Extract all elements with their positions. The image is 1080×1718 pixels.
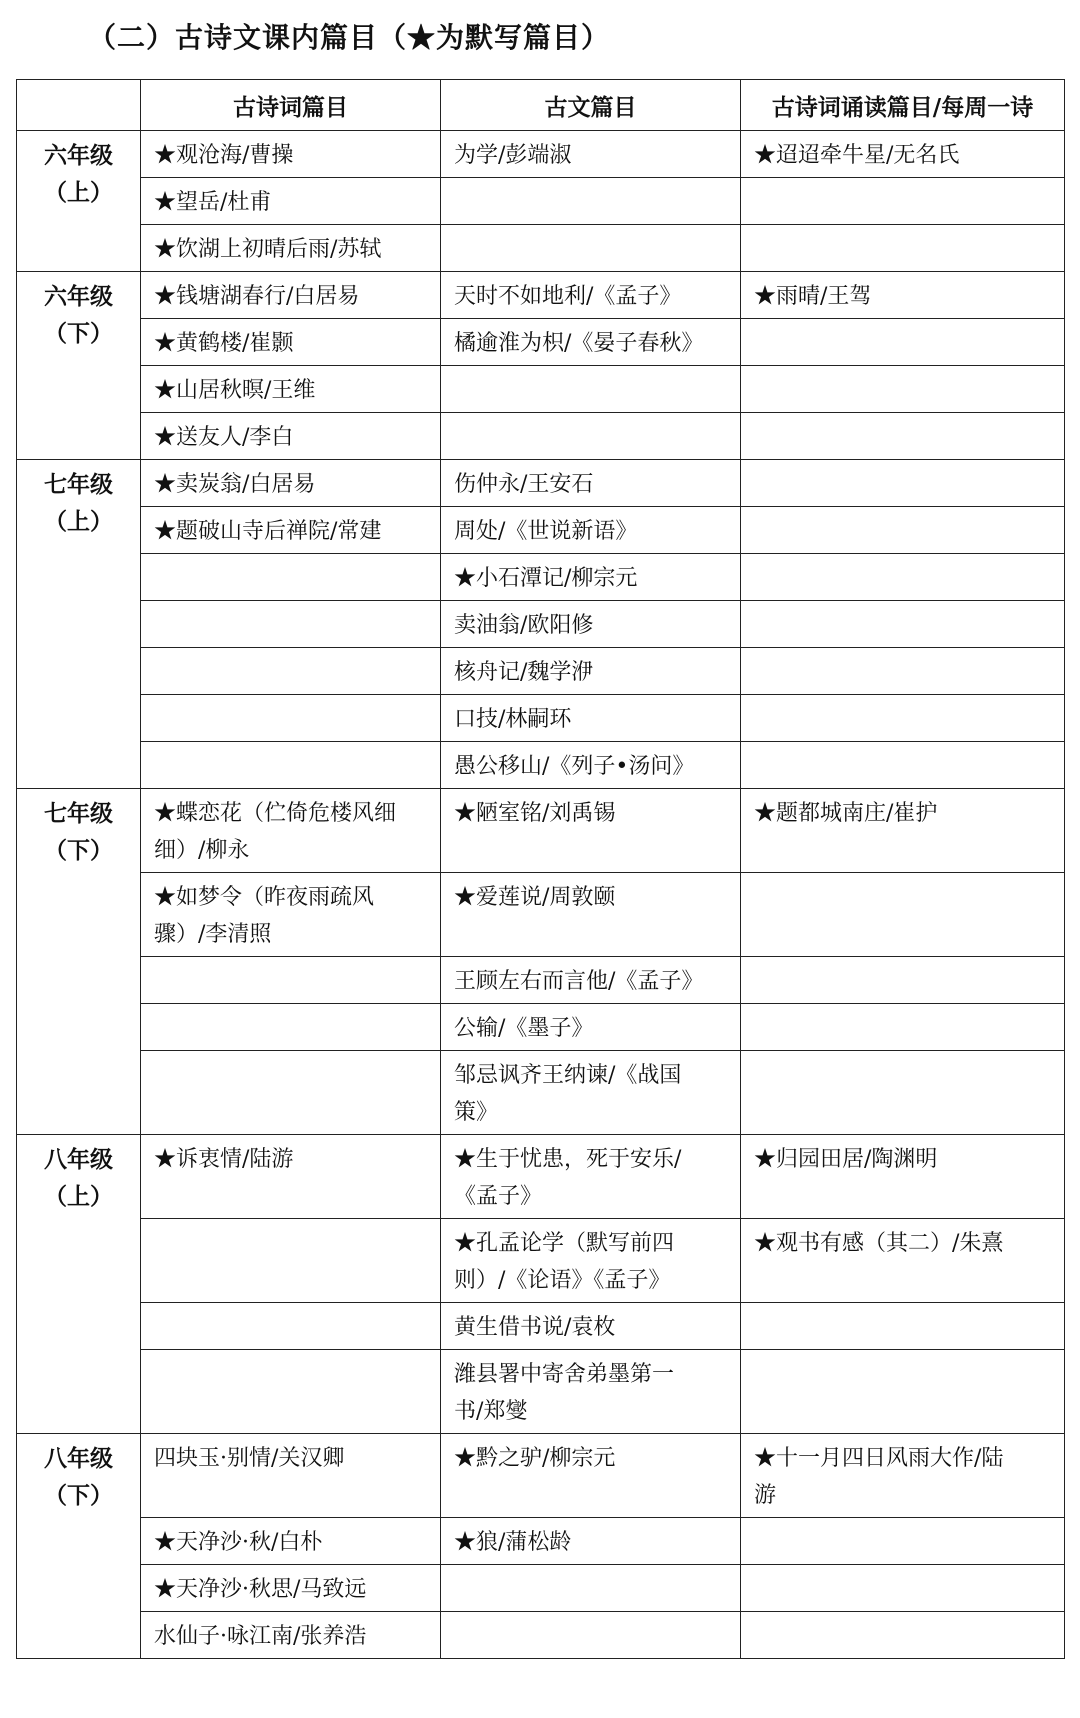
recitation-cell (741, 460, 1065, 507)
table-row (17, 1565, 1065, 1612)
recitation-cell (741, 1565, 1065, 1612)
prose-cell: ★孔孟论学（默写前四 则）/《论语》《孟子》 (441, 1219, 741, 1303)
prose-cell: 为学/彭端淑 (441, 131, 741, 178)
table-row (17, 957, 1065, 1004)
table-row (17, 1051, 1065, 1135)
table-row (17, 131, 1065, 178)
table-row (17, 1004, 1065, 1051)
table-row (17, 648, 1065, 695)
poetry-cell: ★饮湖上初晴后雨/苏轼 (141, 225, 441, 272)
grade-term: （下） (44, 1482, 113, 1509)
table-row (17, 1135, 1065, 1219)
prose-cell: 愚公移山/《列子•汤问》 (441, 742, 741, 789)
recitation-cell (741, 601, 1065, 648)
poetry-cell (141, 742, 441, 789)
poetry-cell: ★如梦令（昨夜雨疏风 骤）/李清照 (141, 873, 441, 957)
prose-cell: 黄生借书说/袁枚 (441, 1303, 741, 1350)
table-row (17, 1434, 1065, 1518)
grade-term: （上） (44, 1183, 113, 1210)
table-row (17, 272, 1065, 319)
poetry-cell: ★卖炭翁/白居易 (141, 460, 441, 507)
poetry-cell: ★蝶恋花（伫倚危楼风细 细）/柳永 (141, 789, 441, 873)
recitation-cell (741, 1303, 1065, 1350)
table-row (17, 873, 1065, 957)
curriculum-table (16, 79, 1065, 1659)
grade-label: 八年级 (44, 1445, 113, 1472)
recitation-cell: ★十一月四日风雨大作/陆 游 (741, 1434, 1065, 1518)
poetry-cell (141, 601, 441, 648)
poetry-cell (141, 648, 441, 695)
recitation-cell: ★雨晴/王驾 (741, 272, 1065, 319)
prose-cell: 天时不如地利/《孟子》 (441, 272, 741, 319)
grade-label: 七年级 (44, 800, 113, 827)
header-grade (17, 80, 141, 131)
poetry-cell (141, 1350, 441, 1434)
table-row (17, 178, 1065, 225)
poetry-cell: ★天净沙·秋/白朴 (141, 1518, 441, 1565)
grade-cell (17, 1135, 141, 1434)
prose-cell (441, 1565, 741, 1612)
recitation-cell: ★题都城南庄/崔护 (741, 789, 1065, 873)
prose-cell: 周处/《世说新语》 (441, 507, 741, 554)
table-row (17, 789, 1065, 873)
prose-cell (441, 178, 741, 225)
recitation-cell (741, 1051, 1065, 1135)
recitation-cell: ★迢迢牵牛星/无名氏 (741, 131, 1065, 178)
grade-label: 六年级 (44, 142, 113, 169)
prose-cell (441, 366, 741, 413)
prose-cell: ★狼/蒲松龄 (441, 1518, 741, 1565)
prose-cell: 核舟记/魏学洢 (441, 648, 741, 695)
prose-cell: 公输/《墨子》 (441, 1004, 741, 1051)
recitation-cell (741, 319, 1065, 366)
recitation-cell (741, 957, 1065, 1004)
table-row (17, 507, 1065, 554)
poetry-cell (141, 957, 441, 1004)
prose-cell: 橘逾淮为枳/《晏子春秋》 (441, 319, 741, 366)
prose-cell (441, 413, 741, 460)
poetry-cell: ★钱塘湖春行/白居易 (141, 272, 441, 319)
recitation-cell (741, 742, 1065, 789)
prose-cell (441, 1612, 741, 1659)
table-row (17, 601, 1065, 648)
prose-cell: 卖油翁/欧阳修 (441, 601, 741, 648)
prose-cell: 口技/林嗣环 (441, 695, 741, 742)
recitation-cell (741, 178, 1065, 225)
recitation-cell (741, 225, 1065, 272)
recitation-cell (741, 648, 1065, 695)
prose-cell: 伤仲永/王安石 (441, 460, 741, 507)
grade-term: （下） (44, 837, 113, 864)
grade-label: 八年级 (44, 1146, 113, 1173)
poetry-cell: ★望岳/杜甫 (141, 178, 441, 225)
recitation-cell (741, 873, 1065, 957)
prose-cell: 王顾左右而言他/《孟子》 (441, 957, 741, 1004)
header-recitation: 古诗词诵读篇目/每周一诗 (741, 80, 1065, 131)
grade-cell (17, 1434, 141, 1659)
recitation-cell (741, 366, 1065, 413)
grade-label: 七年级 (44, 471, 113, 498)
header-prose: 古文篇目 (441, 80, 741, 131)
table-row (17, 695, 1065, 742)
grade-term: （下） (44, 320, 113, 347)
poetry-cell: ★天净沙·秋思/马致远 (141, 1565, 441, 1612)
table-row (17, 413, 1065, 460)
grade-cell (17, 460, 141, 789)
table-row (17, 1350, 1065, 1434)
grade-cell (17, 789, 141, 1135)
recitation-cell (741, 507, 1065, 554)
prose-cell: ★爱莲说/周敦颐 (441, 873, 741, 957)
recitation-cell (741, 1612, 1065, 1659)
prose-cell: ★黔之驴/柳宗元 (441, 1434, 741, 1518)
table-row (17, 1219, 1065, 1303)
table-row (17, 742, 1065, 789)
table-row (17, 366, 1065, 413)
grade-term: （上） (44, 179, 113, 206)
prose-cell: ★小石潭记/柳宗元 (441, 554, 741, 601)
poetry-cell (141, 1303, 441, 1350)
recitation-cell (741, 1004, 1065, 1051)
grade-cell (17, 131, 141, 272)
grade-label: 六年级 (44, 283, 113, 310)
poetry-cell: ★诉衷情/陆游 (141, 1135, 441, 1219)
recitation-cell: ★观书有感（其二）/朱熹 (741, 1219, 1065, 1303)
poetry-cell (141, 1219, 441, 1303)
header-poetry: 古诗词篇目 (141, 80, 441, 131)
poetry-cell (141, 554, 441, 601)
recitation-cell (741, 554, 1065, 601)
grade-cell (17, 272, 141, 460)
table-row (17, 460, 1065, 507)
header-row (17, 80, 1065, 131)
poetry-cell (141, 1051, 441, 1135)
recitation-cell (741, 413, 1065, 460)
table-row (17, 1612, 1065, 1659)
page-title: （二）古诗文课内篇目（★为默写篇目） (88, 21, 611, 54)
recitation-cell (741, 1350, 1065, 1434)
recitation-cell: ★归园田居/陶渊明 (741, 1135, 1065, 1219)
table-row (17, 1303, 1065, 1350)
poetry-cell: 水仙子·咏江南/张养浩 (141, 1612, 441, 1659)
prose-cell (441, 225, 741, 272)
prose-cell: ★生于忧患，死于安乐/ 《孟子》 (441, 1135, 741, 1219)
table-body (17, 131, 1065, 1659)
table-row (17, 225, 1065, 272)
poetry-cell: ★观沧海/曹操 (141, 131, 441, 178)
grade-term: （上） (44, 508, 113, 535)
recitation-cell (741, 1518, 1065, 1565)
prose-cell: 邹忌讽齐王纳谏/《战国 策》 (441, 1051, 741, 1135)
table-row (17, 554, 1065, 601)
poetry-cell: ★题破山寺后禅院/常建 (141, 507, 441, 554)
poetry-cell (141, 1004, 441, 1051)
prose-cell: 潍县署中寄舍弟墨第一 书/郑燮 (441, 1350, 741, 1434)
poetry-cell: ★黄鹤楼/崔颢 (141, 319, 441, 366)
recitation-cell (741, 695, 1065, 742)
poetry-cell (141, 695, 441, 742)
table-row (17, 1518, 1065, 1565)
table-row (17, 319, 1065, 366)
poetry-cell: ★山居秋暝/王维 (141, 366, 441, 413)
prose-cell: ★陋室铭/刘禹锡 (441, 789, 741, 873)
poetry-cell: ★送友人/李白 (141, 413, 441, 460)
poetry-cell: 四块玉·别情/关汉卿 (141, 1434, 441, 1518)
